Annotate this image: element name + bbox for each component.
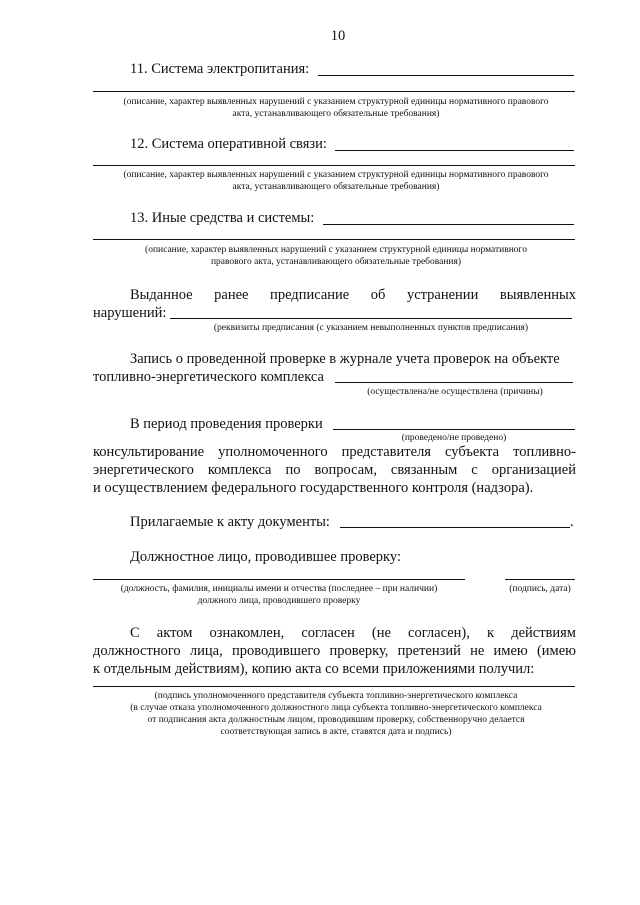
prescription-note: (реквизиты предписания (с указанием невыполненных пунктов предписания) (213, 323, 529, 333)
prescription-line-2: нарушений: (93, 305, 167, 321)
consult-line-2: консультирование уполномоченного представителя субъекта топливно- (93, 444, 576, 460)
journal-field[interactable] (335, 382, 573, 383)
official-note-1: (должность, фамилия, инициалы имени и отчества (последнее – при наличии) (120, 584, 438, 594)
official-name-field[interactable] (93, 579, 465, 580)
consult-line-4: и осуществлением федерального государственного контроля (надзора). (93, 480, 534, 496)
journal-note: (осуществлена/не осуществлена (причины) (367, 387, 543, 397)
prescription-line-1: Выданное ранее предписание об устранении выявленных (130, 287, 576, 303)
section-11-note-2: акта, устанавливающего обязательные требования) (232, 109, 440, 119)
section-12-note-1: (описание, характер выявленных нарушений с указанием структурной единицы нормативного правового (123, 170, 549, 180)
consult-field[interactable] (333, 429, 575, 430)
page-number: 10 (330, 28, 346, 44)
ack-line-2: должностного лица, проводившего проверку, претензий не имею (имею (93, 643, 576, 659)
ack-line-1: С актом ознакомлен, согласен (не согласен), к действиям (130, 625, 576, 641)
attached-period: . (570, 514, 574, 530)
prescription-field[interactable] (170, 318, 572, 319)
consult-note: (проведено/не проведено) (401, 433, 507, 443)
section-11-note-1: (описание, характер выявленных нарушений с указанием структурной единицы нормативного правового (123, 97, 549, 107)
official-sign-note: (подпись, дата) (509, 584, 571, 594)
section-13-label: 13. Иные средства и системы: (130, 210, 315, 226)
section-13-note-1: (описание, характер выявленных нарушений с указанием структурной единицы нормативного (145, 245, 527, 255)
section-13-field-line2[interactable] (93, 239, 575, 240)
official-sign-field[interactable] (505, 579, 575, 580)
section-12-note-2: акта, устанавливающего обязательные требования) (232, 182, 440, 192)
section-13-field[interactable] (323, 224, 574, 225)
consult-line-3: энергетического комплекса по вопросам, связанным с организацией (93, 462, 576, 478)
ack-note-4: соответствующая запись в акте, ставятся дата и подпись) (220, 727, 452, 737)
official-note-2: должного лица, проводившего проверку (197, 596, 361, 606)
ack-sign-field[interactable] (93, 686, 575, 687)
journal-line-2: топливно-энергетического комплекса (93, 369, 324, 385)
section-11-field[interactable] (318, 75, 574, 76)
section-12-field[interactable] (335, 150, 574, 151)
consult-line-1: В период проведения проверки (130, 416, 323, 432)
official-label: Должностное лицо, проводившее проверку: (130, 549, 401, 565)
section-11-field-line2[interactable] (93, 91, 575, 92)
section-13-note-2: правового акта, устанавливающего обязательные требования) (210, 257, 462, 267)
section-12-field-line2[interactable] (93, 165, 575, 166)
ack-note-1: (подпись уполномоченного представителя субъекта топливно-энергетического комплекса (154, 691, 518, 701)
attached-field[interactable] (340, 527, 570, 528)
ack-note-3: от подписания акта должностным лицом, проводившим проверку, собственноручно делается (147, 715, 525, 725)
ack-note-2: (в случае отказа уполномоченного должностного лица субъекта топливно-энергетического комплекса (130, 703, 542, 713)
ack-line-3: к отдельным действиям), копию акта со всеми приложениями получил: (93, 661, 535, 677)
journal-line-1: Запись о проведенной проверке в журнале учета проверок на объекте (130, 351, 560, 367)
section-11-label: 11. Система электропитания: (130, 61, 310, 77)
section-12-label: 12. Система оперативной связи: (130, 136, 327, 152)
attached-label: Прилагаемые к акту документы: (130, 514, 330, 530)
